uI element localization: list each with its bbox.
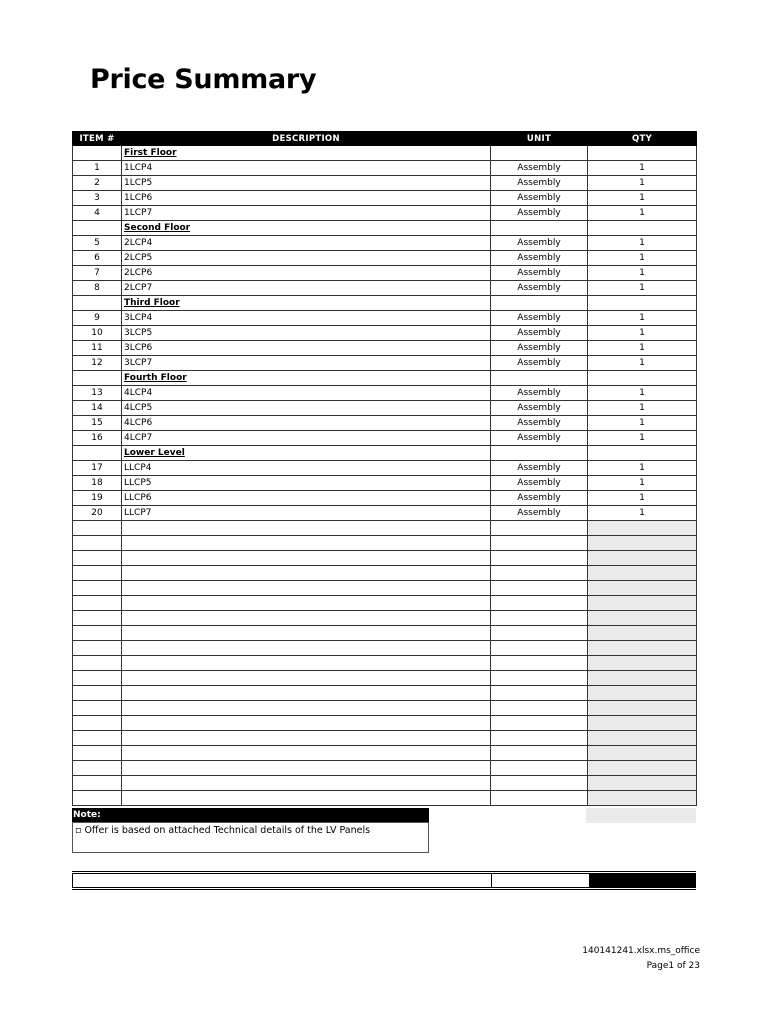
empty-item-cell (73, 596, 122, 611)
empty-unit-cell (491, 701, 588, 716)
empty-description-cell (122, 611, 491, 626)
empty-row (73, 626, 697, 641)
table-row (73, 341, 697, 356)
item-description: 4LCP4 (122, 386, 491, 401)
empty-row (73, 716, 697, 731)
item-unit: Assembly (491, 506, 588, 521)
item-qty: 1 (588, 161, 697, 176)
item-number: 12 (73, 356, 122, 371)
empty-description-cell (122, 521, 491, 536)
section-title: Third Floor (122, 296, 491, 311)
empty-unit-cell (491, 566, 588, 581)
empty-row (73, 746, 697, 761)
empty-item-cell (73, 686, 122, 701)
item-unit: Assembly (491, 401, 588, 416)
empty-description-cell (122, 656, 491, 671)
empty-qty-cell (588, 776, 697, 791)
item-unit: Assembly (491, 476, 588, 491)
item-qty: 1 (588, 461, 697, 476)
item-qty: 1 (588, 311, 697, 326)
table-row (73, 176, 697, 191)
item-number: 11 (73, 341, 122, 356)
item-description: LLCP7 (122, 506, 491, 521)
item-unit: Assembly (491, 176, 588, 191)
empty-row (73, 551, 697, 566)
total-row (72, 871, 696, 890)
empty-qty-cell (588, 656, 697, 671)
table-row (73, 461, 697, 476)
item-unit: Assembly (491, 386, 588, 401)
column-header-qty: QTY (588, 132, 697, 146)
item-description: LLCP4 (122, 461, 491, 476)
empty-item-cell (73, 641, 122, 656)
empty-qty-cell (588, 596, 697, 611)
item-description: 4LCP5 (122, 401, 491, 416)
section-row (73, 221, 697, 236)
unit-cell (491, 446, 588, 461)
item-qty: 1 (588, 326, 697, 341)
section-row (73, 296, 697, 311)
item-description: 3LCP4 (122, 311, 491, 326)
empty-unit-cell (491, 671, 588, 686)
section-title: Lower Level (122, 446, 491, 461)
empty-unit-cell (491, 521, 588, 536)
empty-description-cell (122, 566, 491, 581)
unit-cell (491, 296, 588, 311)
item-cell (73, 296, 122, 311)
table-row (73, 191, 697, 206)
item-qty: 1 (588, 401, 697, 416)
item-qty: 1 (588, 386, 697, 401)
empty-qty-cell (588, 716, 697, 731)
empty-qty-cell (588, 746, 697, 761)
item-cell (73, 371, 122, 386)
unit-cell (491, 221, 588, 236)
section-row (73, 446, 697, 461)
qty-cell (588, 446, 697, 461)
empty-description-cell (122, 791, 491, 806)
empty-item-cell (73, 656, 122, 671)
qty-cell (588, 296, 697, 311)
table-row (73, 401, 697, 416)
empty-item-cell (73, 536, 122, 551)
item-description: 2LCP5 (122, 251, 491, 266)
item-unit: Assembly (491, 206, 588, 221)
item-number: 18 (73, 476, 122, 491)
empty-item-cell (73, 626, 122, 641)
item-qty: 1 (588, 176, 697, 191)
item-cell (73, 146, 122, 161)
empty-unit-cell (491, 581, 588, 596)
item-number: 20 (73, 506, 122, 521)
qty-cell (588, 221, 697, 236)
item-description: 1LCP7 (122, 206, 491, 221)
section-row (73, 146, 697, 161)
item-unit: Assembly (491, 416, 588, 431)
empty-description-cell (122, 581, 491, 596)
table-row (73, 431, 697, 446)
item-number: 13 (73, 386, 122, 401)
item-number: 19 (73, 491, 122, 506)
empty-qty-cell (588, 551, 697, 566)
item-qty: 1 (588, 191, 697, 206)
empty-item-cell (73, 761, 122, 776)
empty-item-cell (73, 716, 122, 731)
empty-row (73, 791, 697, 806)
table-row (73, 266, 697, 281)
item-description: 4LCP7 (122, 431, 491, 446)
column-header-item: ITEM # (73, 132, 122, 146)
item-number: 16 (73, 431, 122, 446)
item-description: 4LCP6 (122, 416, 491, 431)
item-number: 17 (73, 461, 122, 476)
page-footer (582, 944, 700, 974)
empty-row (73, 566, 697, 581)
empty-row (73, 731, 697, 746)
table-row (73, 476, 697, 491)
empty-description-cell (122, 626, 491, 641)
note-header: Note: (72, 808, 429, 822)
table-row (73, 281, 697, 296)
item-unit: Assembly (491, 431, 588, 446)
total-unit-cell (492, 874, 590, 887)
empty-qty-cell (588, 761, 697, 776)
note-text: ▫ Offer is based on attached Technical details of the LV Panels (72, 822, 429, 853)
empty-description-cell (122, 746, 491, 761)
item-number: 15 (73, 416, 122, 431)
item-unit: Assembly (491, 461, 588, 476)
item-qty: 1 (588, 356, 697, 371)
empty-item-cell (73, 671, 122, 686)
item-number: 5 (73, 236, 122, 251)
item-number: 14 (73, 401, 122, 416)
empty-row (73, 656, 697, 671)
empty-unit-cell (491, 731, 588, 746)
item-cell (73, 221, 122, 236)
empty-unit-cell (491, 686, 588, 701)
item-description: 2LCP7 (122, 281, 491, 296)
empty-description-cell (122, 671, 491, 686)
empty-unit-cell (491, 746, 588, 761)
empty-item-cell (73, 611, 122, 626)
item-qty: 1 (588, 206, 697, 221)
item-number: 8 (73, 281, 122, 296)
item-qty: 1 (588, 476, 697, 491)
item-unit: Assembly (491, 326, 588, 341)
empty-qty-cell (588, 566, 697, 581)
empty-qty-cell (588, 701, 697, 716)
footer-filename: 140141241.xlsx.ms_office (582, 946, 700, 956)
empty-row (73, 641, 697, 656)
item-unit: Assembly (491, 251, 588, 266)
total-value-cell (590, 874, 696, 887)
item-description: 3LCP6 (122, 341, 491, 356)
table-row (73, 161, 697, 176)
section-row (73, 371, 697, 386)
empty-row (73, 536, 697, 551)
qty-cell (588, 146, 697, 161)
empty-unit-cell (491, 656, 588, 671)
empty-qty-cell (588, 521, 697, 536)
empty-item-cell (73, 746, 122, 761)
footer-page-number: Page1 of 23 (646, 961, 700, 971)
table-row (73, 311, 697, 326)
item-qty: 1 (588, 341, 697, 356)
section-title: Second Floor (122, 221, 491, 236)
empty-row (73, 581, 697, 596)
empty-unit-cell (491, 626, 588, 641)
empty-row (73, 701, 697, 716)
item-description: 1LCP6 (122, 191, 491, 206)
empty-row (73, 671, 697, 686)
item-number: 10 (73, 326, 122, 341)
item-number: 6 (73, 251, 122, 266)
empty-row (73, 611, 697, 626)
empty-item-cell (73, 566, 122, 581)
empty-description-cell (122, 686, 491, 701)
empty-row (73, 596, 697, 611)
item-description: 1LCP5 (122, 176, 491, 191)
empty-description-cell (122, 731, 491, 746)
price-summary-table (72, 131, 697, 806)
item-number: 2 (73, 176, 122, 191)
section-title: First Floor (122, 146, 491, 161)
item-description: LLCP6 (122, 491, 491, 506)
item-unit: Assembly (491, 341, 588, 356)
empty-row (73, 776, 697, 791)
table-row (73, 206, 697, 221)
empty-description-cell (122, 776, 491, 791)
empty-unit-cell (491, 716, 588, 731)
item-number: 4 (73, 206, 122, 221)
empty-unit-cell (491, 611, 588, 626)
item-unit: Assembly (491, 356, 588, 371)
item-description: 2LCP4 (122, 236, 491, 251)
item-unit: Assembly (491, 281, 588, 296)
item-unit: Assembly (491, 236, 588, 251)
empty-item-cell (73, 791, 122, 806)
table-row (73, 416, 697, 431)
table-row (73, 236, 697, 251)
item-description: 2LCP6 (122, 266, 491, 281)
empty-qty-cell (588, 611, 697, 626)
empty-description-cell (122, 761, 491, 776)
empty-description-cell (122, 641, 491, 656)
empty-qty-cell (588, 791, 697, 806)
empty-item-cell (73, 731, 122, 746)
note-shade-cell (586, 808, 696, 823)
empty-item-cell (73, 776, 122, 791)
section-title: Fourth Floor (122, 371, 491, 386)
item-qty: 1 (588, 251, 697, 266)
empty-description-cell (122, 536, 491, 551)
empty-description-cell (122, 716, 491, 731)
empty-qty-cell (588, 581, 697, 596)
item-qty: 1 (588, 506, 697, 521)
empty-qty-cell (588, 686, 697, 701)
table-row (73, 251, 697, 266)
empty-description-cell (122, 701, 491, 716)
empty-row (73, 521, 697, 536)
item-qty: 1 (588, 266, 697, 281)
item-unit: Assembly (491, 161, 588, 176)
empty-row (73, 686, 697, 701)
item-qty: 1 (588, 491, 697, 506)
empty-description-cell (122, 551, 491, 566)
item-unit: Assembly (491, 491, 588, 506)
item-number: 3 (73, 191, 122, 206)
empty-unit-cell (491, 551, 588, 566)
empty-unit-cell (491, 761, 588, 776)
empty-qty-cell (588, 731, 697, 746)
page-title: Price Summary (90, 64, 317, 95)
empty-description-cell (122, 596, 491, 611)
empty-item-cell (73, 581, 122, 596)
empty-item-cell (73, 551, 122, 566)
item-number: 7 (73, 266, 122, 281)
qty-cell (588, 371, 697, 386)
empty-qty-cell (588, 536, 697, 551)
empty-row (73, 761, 697, 776)
unit-cell (491, 146, 588, 161)
item-qty: 1 (588, 281, 697, 296)
unit-cell (491, 371, 588, 386)
item-description: LLCP5 (122, 476, 491, 491)
table-header-row (73, 132, 697, 146)
table-body (73, 146, 697, 806)
item-description: 3LCP7 (122, 356, 491, 371)
empty-unit-cell (491, 596, 588, 611)
item-description: 1LCP4 (122, 161, 491, 176)
empty-item-cell (73, 701, 122, 716)
item-cell (73, 446, 122, 461)
empty-item-cell (73, 521, 122, 536)
item-description: 3LCP5 (122, 326, 491, 341)
item-unit: Assembly (491, 191, 588, 206)
empty-qty-cell (588, 626, 697, 641)
table-row (73, 356, 697, 371)
item-unit: Assembly (491, 266, 588, 281)
empty-unit-cell (491, 536, 588, 551)
table-row (73, 326, 697, 341)
empty-unit-cell (491, 791, 588, 806)
empty-unit-cell (491, 776, 588, 791)
total-label-cell (72, 874, 492, 887)
table-row (73, 491, 697, 506)
item-number: 1 (73, 161, 122, 176)
column-header-unit: UNIT (491, 132, 588, 146)
item-unit: Assembly (491, 311, 588, 326)
empty-qty-cell (588, 641, 697, 656)
item-qty: 1 (588, 431, 697, 446)
empty-qty-cell (588, 671, 697, 686)
empty-unit-cell (491, 641, 588, 656)
column-header-description: DESCRIPTION (122, 132, 491, 146)
item-qty: 1 (588, 236, 697, 251)
item-qty: 1 (588, 416, 697, 431)
item-number: 9 (73, 311, 122, 326)
table-row (73, 506, 697, 521)
table-row (73, 386, 697, 401)
